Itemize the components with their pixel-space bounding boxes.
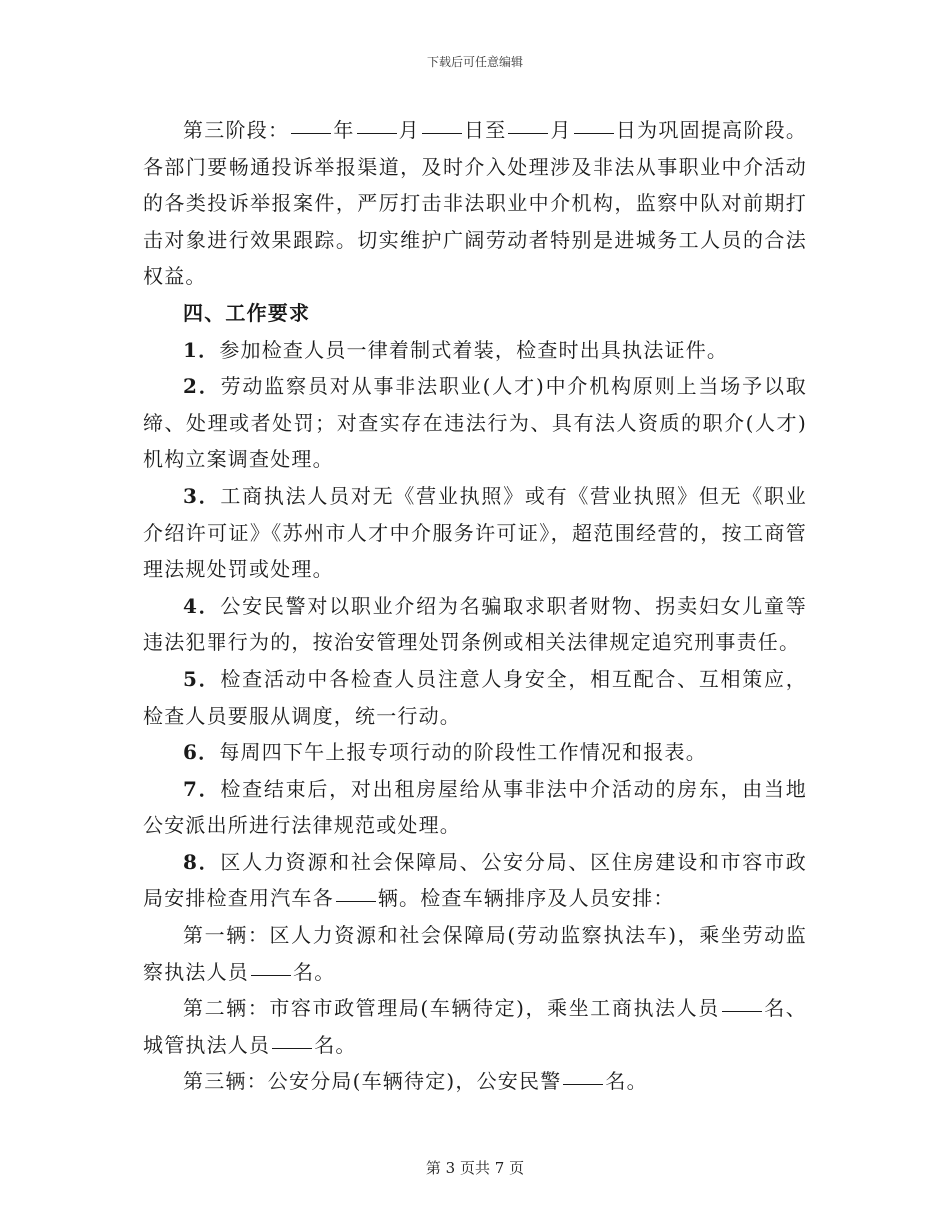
blank-line — [291, 132, 331, 134]
page-header: 下载后可任意编辑 — [426, 55, 523, 69]
blank-line — [563, 1083, 603, 1085]
item-number: 5． — [183, 666, 221, 691]
requirement-item: 2．劳动监察员对从事非法职业(人才)中介机构原则上当场予以取缔、处理或者处罚；对查实存在违法行为、具有法人资质的职介(人才)机构立案调查处理。 — [143, 374, 807, 472]
blank-line — [422, 132, 462, 134]
requirement-item: 7．检查结束后，对出租房屋给从事非法中介活动的房东，由当地公安派出所进行法律规范或处理。 — [143, 776, 807, 838]
blank-line — [574, 132, 614, 134]
requirement-item: 5．检查活动中各检查人员注意人身安全，相互配合、互相策应，检查人员要服从调度，统一行动。 — [143, 666, 807, 728]
vehicle-two: 第二辆：市容市政管理局(车辆待定)，乘坐工商执法人员 名、城管执法人员 名。 — [143, 996, 807, 1057]
requirement-item: 3．工商执法人员对无《营业执照》或有《营业执照》但无《职业介绍许可证》《苏州市人才中介服务许可证》，超范围经营的，按工商管理法规处罚或处理。 — [143, 483, 807, 582]
item-number: 6． — [183, 740, 220, 765]
item-number: 7． — [183, 776, 221, 801]
blank-line — [722, 1010, 762, 1012]
vehicle-one: 第一辆：区人力资源和社会保障局(劳动监察执法车)，乘坐劳动监察执法人员 名。 — [143, 923, 807, 984]
paragraph-stage-three: 第三阶段： 年 月 日至 月 日为巩固提高阶段。各部门要畅通投诉举报渠道，及时介入处理涉及非法从事职业中介活动的各类投诉举报案件，严厉打击非法职业中介机构，监察中队对前期打击对象进行效果跟踪。切实维护广阔劳动者特别是进城务工人员的合法权益。 — [143, 118, 808, 289]
vehicle-three: 第三辆：公安分局(车辆待定)，公安民警 名。 — [183, 1069, 648, 1094]
item-number: 1． — [183, 337, 220, 362]
item-number: 4． — [183, 593, 221, 618]
blank-line — [357, 132, 397, 134]
blank-line — [336, 900, 376, 902]
item-number: 2． — [183, 374, 221, 399]
item-number: 8． — [183, 849, 221, 874]
blank-line — [508, 132, 548, 134]
blank-line — [272, 1047, 312, 1049]
document-body — [143, 112, 807, 1100]
requirement-item: 6．每周四下午上报专项行动的阶段性工作情况和报表。 — [183, 740, 707, 765]
requirement-item: 4．公安民警对以职业介绍为名骗取求职者财物、拐卖妇女儿童等违法犯罪行为的，按治安管理处罚条例或相关法律规定追究刑事责任。 — [143, 593, 807, 655]
page-footer: 第 3 页共 7 页 — [425, 1159, 525, 1177]
section-heading: 四、工作要求 — [183, 300, 311, 325]
blank-line — [251, 974, 291, 976]
item-number: 3． — [183, 483, 221, 508]
requirement-item: 1．参加检查人员一律着制式着装，检查时出具执法证件。 — [183, 337, 729, 362]
requirement-item: 8．区人力资源和社会保障局、公安分局、区住房建设和市容市政局安排检查用汽车各 辆。检查车辆排序及人员安排： — [143, 849, 807, 911]
